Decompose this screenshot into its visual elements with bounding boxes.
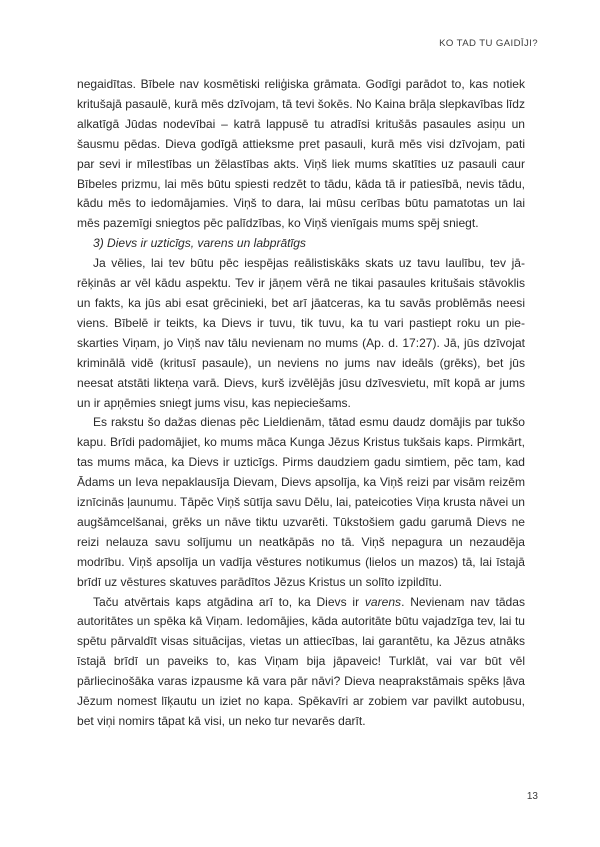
paragraph-4 bbox=[77, 593, 525, 732]
section-heading: 3) Dievs ir uzticīgs, varens un labprātīgs bbox=[93, 236, 306, 251]
running-head: KO TAD TU GAIDĪJI? bbox=[439, 38, 538, 49]
page-body bbox=[77, 75, 525, 732]
page-number: 13 bbox=[526, 791, 538, 802]
paragraph-3: Es rakstu šo dažas dienas pēc Lieldienām, tātad esmu daudz domājis par tukšo kapu. Brīdi padomājiet, ko mums māca Kunga Jēzus Kristus tukšais kaps. Pirmkārt, tas mums māca, ka Dievs ir uzticīgs. Pirms daudziem gadu simtiem, pēc tam, kad Ādams un Ieva nepaklausīja Dievam, Dievs apsolīja, ka Viņš reizi par visām reizēm iznīcinās ļaunumu. Tāpēc Viņš sūtīja savu Dēlu, lai, pateicoties Viņa krusta nāvei un augšāmcelšanai, grēks un nāve tiktu uzvarēti. Tūkstošiem gadu garumā Dievs ne reizi nelauza savu solījumu un neatkāpās no tā. Viņš nepagura un nezaudēja modrību. Viņš apsolīja un vadīja vēstures notikumus (lielos un mazos) tā, lai īstajā brīdī uz vēstures skatuves parādītos Jēzus Kristus un solīto izpildītu. bbox=[77, 415, 525, 589]
paragraph-1: negaidītas. Bībele nav kosmētiski reliģiska grāmata. Godīgi parādot to, kas notiek kritušajā pasaulē, kurā mēs dzīvojam, tā tevi šokēs. No Kaina brāļa slepkavības līdz alkatīgā Jūdas nodevībai – katrā lappusē tu atradīsi kritušās pasaules asiņu un šausmu pēdas. Dieva godīgā attieksme pret pasauli, kurā mēs visi dzīvojam, pati par sevi ir mīlestības un žēlastības akts. Viņš liek mums skatīties uz pasauli caur Bībeles prizmu, lai mēs būtu spiesti redzēt to tādu, kāda tā ir patiesībā, nevis tādu, kādu mēs to iedomājamies. Viņš to dara, lai mūsu cerības būtu pamatotas un lai mēs pazemīgi sniegtos pēc palīdzības, ko Viņš vienīgais mums spēj sniegt. bbox=[77, 77, 525, 231]
paragraph-2: Ja vēlies, lai tev būtu pēc iespējas reālistiskāks skats uz tavu laulību, tev jārēķinās ar vēl kādu aspektu. Tev ir jāņem vērā ne tikai pasaules kritušais stāvoklis un fakts, ka jūs abi esat grēcinieki, bet arī jāatceras, ka tu savās problēmās neesi viens. Bībelē ir teikts, ka Dievs ir tuvu, tik tuvu, ka tu vari pastiept roku un pieskarties Viņam, jo Viņš nav tālu nevienam no mums (Ap. d. 17:27). Jā, jūs dzīvojat kriminālā vidē (kritusī pasaule), un neviens no jums nav ideāls (grēks), bet jūs neesat atstāti likteņa varā. Dievs, kurš izvēlējās jūsu dzīvesvietu, mīt kopā ar jums un ir apņēmies sniegt jums visu, kas nepieciešams. bbox=[77, 256, 525, 410]
paragraph-4-start: Taču atvērtais kaps atgādina arī to, ka Dievs ir bbox=[93, 594, 365, 609]
emphasized-word: varens bbox=[364, 594, 402, 609]
paragraph-4-rest: . Nevienam nav tādas autoritātes un spēka kā Viņam. Iedomājies, kāda autoritāte būtu vajadzīga tev, lai tu spētu pārvaldīt visas situācijas, vietas un attiecības, lai garantētu, ka Jēzus atnāks īstajā brīdī un paveiks to, kas Viņam bija jāpaveic! Turklāt, vai var būt vēl pārliecinošāka varas izpausme kā vara pār nāvi? Dieva neaprakstāmais spēks ļāva Jēzum nomest līķautu un iziet no kapa. Spēkavīri ar zobiem var pavilkt autobusu, bet viņi nomirs tāpat kā visi, un neko tur nevarēs darīt. bbox=[77, 594, 525, 728]
